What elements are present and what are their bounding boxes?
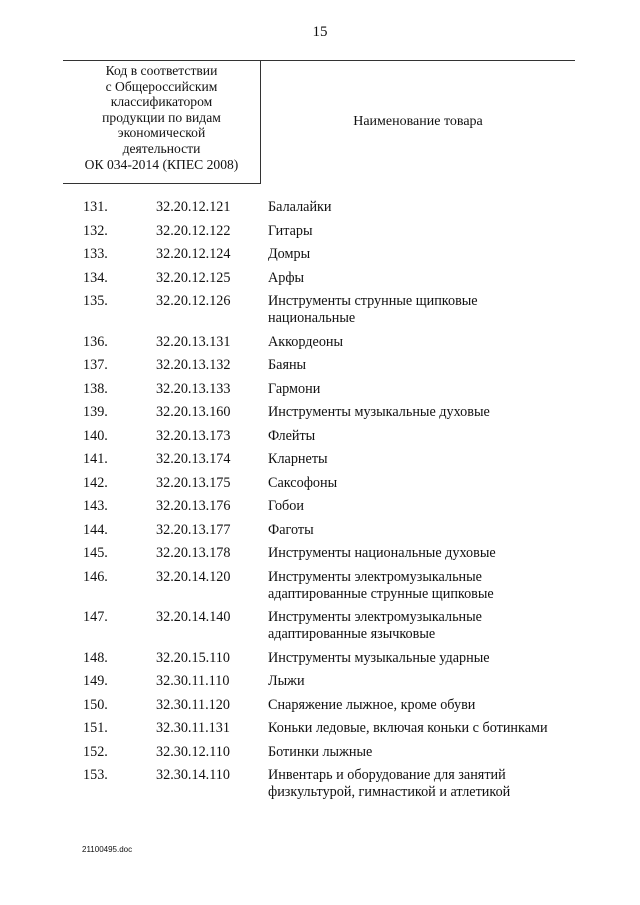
row-product-name <box>268 744 588 761</box>
row-product-name-line: Лыжи <box>268 673 305 689</box>
row-number: 149. <box>83 673 108 689</box>
row-product-name-line: Флейты <box>268 427 316 444</box>
row-product-name-line: адаптированные язычковые <box>268 626 436 642</box>
header-code-line: ОК 034-2014 (КПЕС 2008) <box>84 156 239 172</box>
row-number: 150. <box>83 696 108 713</box>
row-product-name-line: Инструменты национальные духовые <box>268 545 496 561</box>
row-product-name <box>268 609 588 643</box>
row-code: 32.30.11.131 <box>156 720 230 736</box>
table-row <box>0 381 640 405</box>
row-product-name-line: Снаряжение лыжное, кроме обуви <box>268 696 476 713</box>
row-number: 146. <box>83 568 108 585</box>
row-product-name-line: Инвентарь и оборудование для занятий <box>268 767 506 783</box>
table-row <box>0 697 640 721</box>
row-code: 32.30.11.110 <box>156 673 230 689</box>
row-product-name-line: Арфы <box>268 269 305 286</box>
row-product-name <box>268 246 588 263</box>
row-product-name-line: Кларнеты <box>268 451 328 467</box>
header-code-line: экономической <box>117 125 206 141</box>
table-row <box>0 357 640 381</box>
table-row <box>0 475 640 499</box>
row-code: 32.20.12.125 <box>156 269 231 286</box>
row-product-name-line: Гитары <box>268 222 313 239</box>
row-product-name-line: адаптированные струнные щипковые <box>268 585 494 602</box>
row-product-name-line: Гармони <box>268 380 321 397</box>
row-product-name <box>268 451 588 468</box>
table-row <box>0 498 640 522</box>
row-product-name <box>268 498 588 515</box>
row-number: 131. <box>83 199 108 215</box>
row-product-name-line: Инструменты струнные щипковые <box>268 293 478 309</box>
row-product-name <box>268 650 588 667</box>
row-product-name <box>268 720 588 737</box>
row-code: 32.20.14.140 <box>156 609 231 625</box>
row-number: 136. <box>83 333 108 350</box>
row-number: 144. <box>83 521 108 538</box>
table-row <box>0 404 640 428</box>
row-code: 32.20.13.174 <box>156 451 231 467</box>
row-number: 139. <box>83 404 108 420</box>
row-number: 138. <box>83 380 108 397</box>
row-code: 32.20.13.173 <box>156 427 231 444</box>
row-product-name <box>268 199 588 216</box>
row-code: 32.30.14.110 <box>156 767 230 783</box>
row-code: 32.20.15.110 <box>156 649 230 666</box>
table-row <box>0 673 640 697</box>
footer-filename: 21100495.doc <box>82 845 133 854</box>
row-product-name-line: Ботинки лыжные <box>268 743 373 760</box>
row-product-name <box>268 569 588 603</box>
row-product-name <box>268 428 588 445</box>
table-row <box>0 650 640 674</box>
table-row <box>0 293 640 334</box>
header-code-line: деятельности <box>122 140 201 156</box>
row-product-name-line: Балалайки <box>268 199 332 215</box>
row-code: 32.20.13.177 <box>156 521 231 538</box>
row-code: 32.30.11.120 <box>156 696 230 713</box>
table-row <box>0 199 640 223</box>
row-code: 32.20.14.120 <box>156 568 231 585</box>
table-row <box>0 428 640 452</box>
row-number: 137. <box>83 357 108 373</box>
row-product-name <box>268 404 588 421</box>
header-code-line: классификатором <box>110 94 213 110</box>
row-number: 147. <box>83 609 108 625</box>
row-code: 32.20.13.178 <box>156 545 231 561</box>
table-header <box>63 60 575 184</box>
table-row <box>0 569 640 610</box>
table-row <box>0 334 640 358</box>
row-number: 148. <box>83 649 108 666</box>
row-product-name-line: Аккордеоны <box>268 333 344 350</box>
header-code-line: Код в соответствии <box>105 63 218 78</box>
row-code: 32.20.13.132 <box>156 357 231 373</box>
row-product-name-line: Инструменты музыкальные духовые <box>268 404 490 420</box>
table-body <box>0 199 640 808</box>
table-row <box>0 246 640 270</box>
row-product-name <box>268 697 588 714</box>
table-row <box>0 270 640 294</box>
row-product-name <box>268 334 588 351</box>
row-number: 151. <box>83 720 108 736</box>
row-product-name-line: национальные <box>268 310 356 326</box>
header-code-line: продукции по видам <box>102 109 221 125</box>
row-code: 32.20.12.124 <box>156 246 231 262</box>
header-bottom-rule <box>63 183 260 184</box>
row-number: 133. <box>83 246 108 262</box>
table-row <box>0 767 640 808</box>
row-number: 153. <box>83 767 108 783</box>
row-code: 32.20.13.160 <box>156 404 231 420</box>
table-row <box>0 545 640 569</box>
row-number: 134. <box>83 269 108 286</box>
row-product-name <box>268 673 588 690</box>
table-row <box>0 744 640 768</box>
row-product-name <box>268 223 588 240</box>
row-code: 32.20.12.126 <box>156 293 231 309</box>
header-name-column: Наименование товара <box>353 114 483 129</box>
header-code-column <box>63 63 260 172</box>
table-row <box>0 720 640 744</box>
row-product-name-line: Инструменты электромузыкальные <box>268 609 482 625</box>
row-code: 32.20.12.121 <box>156 199 231 215</box>
row-number: 152. <box>83 743 108 760</box>
row-product-name <box>268 767 588 801</box>
table-row <box>0 223 640 247</box>
row-number: 141. <box>83 451 108 467</box>
row-product-name-line: Коньки ледовые, включая коньки с ботинками <box>268 720 548 736</box>
table-row <box>0 522 640 546</box>
row-product-name-line: Баяны <box>268 357 307 373</box>
row-product-name-line: Домры <box>268 246 311 262</box>
row-product-name <box>268 293 588 327</box>
row-code: 32.20.12.122 <box>156 222 231 239</box>
header-top-rule <box>63 60 575 61</box>
row-code: 32.30.12.110 <box>156 743 230 760</box>
row-number: 132. <box>83 222 108 239</box>
row-number: 145. <box>83 545 108 561</box>
row-product-name <box>268 357 588 374</box>
row-number: 142. <box>83 474 108 491</box>
row-product-name <box>268 522 588 539</box>
row-code: 32.20.13.133 <box>156 380 231 397</box>
row-product-name-line: Саксофоны <box>268 474 338 491</box>
row-code: 32.20.13.175 <box>156 474 231 491</box>
row-number: 140. <box>83 427 108 444</box>
row-product-name <box>268 381 588 398</box>
row-product-name-line: физкультурой, гимнастикой и атлетикой <box>268 784 511 800</box>
row-product-name-line: Инструменты электромузыкальные <box>268 568 482 585</box>
row-number: 143. <box>83 498 108 514</box>
table-row <box>0 451 640 475</box>
row-product-name <box>268 545 588 562</box>
row-code: 32.20.13.131 <box>156 333 231 350</box>
row-product-name <box>268 475 588 492</box>
row-product-name <box>268 270 588 287</box>
row-product-name-line: Гобои <box>268 498 304 514</box>
header-code-line: с Общероссийским <box>105 78 218 94</box>
row-product-name-line: Фаготы <box>268 521 314 538</box>
row-code: 32.20.13.176 <box>156 498 231 514</box>
row-product-name-line: Инструменты музыкальные ударные <box>268 649 490 666</box>
page-number: 15 <box>312 24 328 40</box>
table-row <box>0 609 640 650</box>
row-number: 135. <box>83 293 108 309</box>
